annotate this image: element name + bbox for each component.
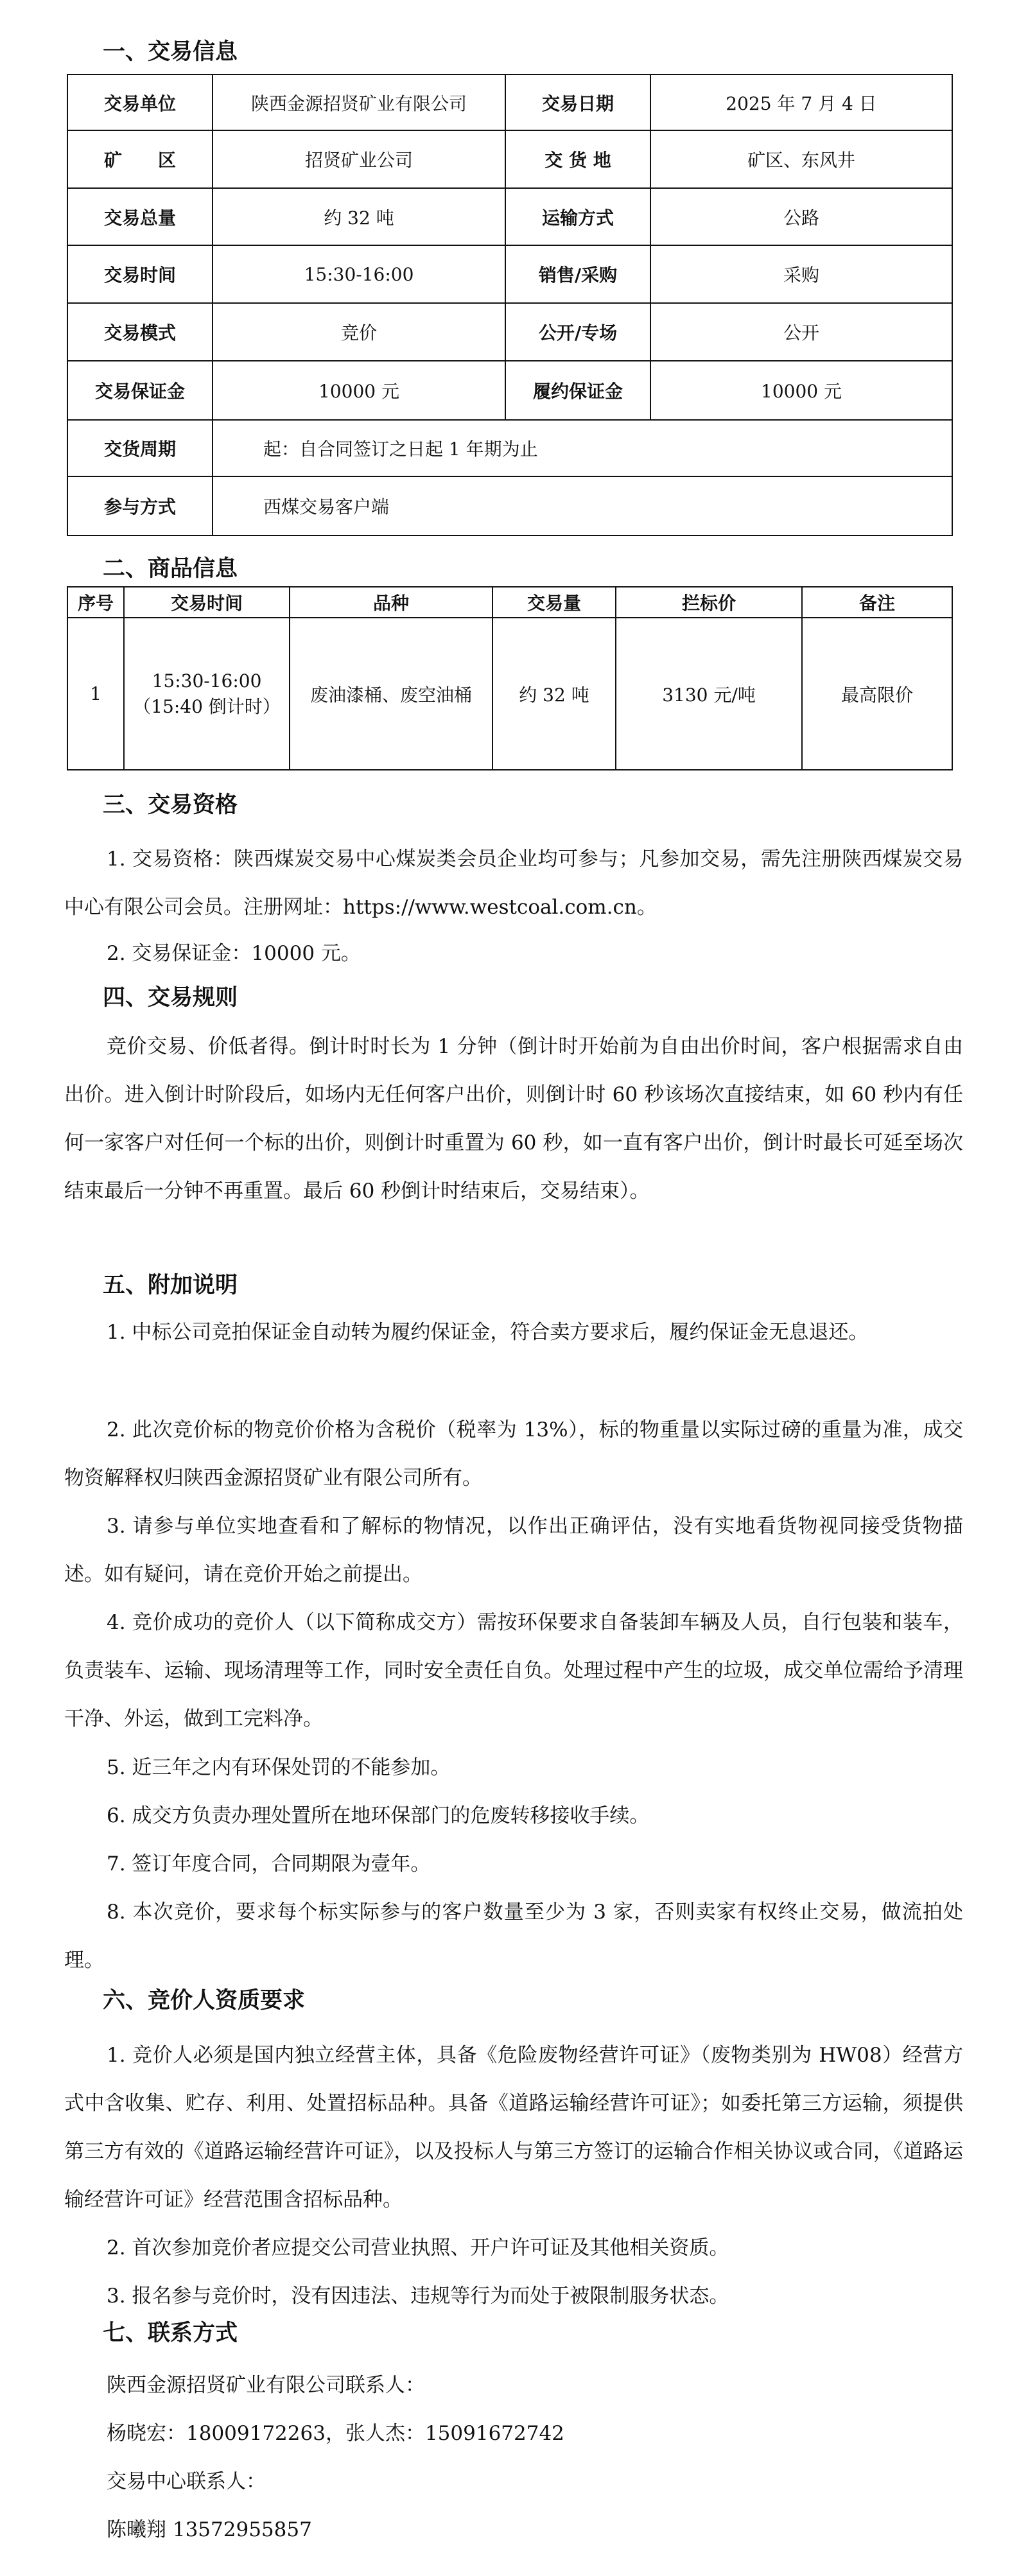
notes-paragraph-4: 4. 竞价成功的竞价人（以下简称成交方）需按环保要求自备装卸车辆及人员，自行包装和装车，负责装车、运输、现场清理等工作，同时安全责任自负。处理过程中产生的垃圾，成交单位需给予清理干净、外运，做到工完料净。 (64, 1611, 963, 1730)
cell-no: 1 (67, 618, 124, 770)
trade-info-table (67, 74, 953, 536)
section-title-qualification: 三、交易资格 (103, 792, 238, 818)
table-row (67, 303, 952, 361)
column-header: 交易量 (492, 587, 616, 618)
column-header: 序号 (67, 587, 124, 618)
info-value: 竞价 (213, 303, 505, 361)
info-label: 交易保证金 (67, 361, 213, 420)
info-label: 交易模式 (67, 303, 213, 361)
contact-line-1: 陕西金源招贤矿业有限公司联系人： (107, 2374, 425, 2397)
cell-time-countdown: （15:40 倒计时） (133, 695, 281, 717)
info-label: 交易总量 (67, 188, 213, 245)
info-label: 运输方式 (505, 188, 650, 245)
table-header-row (67, 587, 952, 618)
table-row (67, 130, 952, 188)
info-label: 矿 区 (67, 130, 213, 188)
info-label: 交易时间 (67, 245, 213, 303)
info-value: 公路 (650, 188, 952, 245)
column-header: 品种 (290, 587, 492, 618)
table-row (67, 361, 952, 420)
section-title-contact: 七、联系方式 (103, 2320, 238, 2346)
info-value: 2025 年 7 月 4 日 (650, 74, 952, 130)
contact-line-3: 交易中心联系人： (107, 2470, 266, 2493)
bidder-paragraph-3: 3. 报名参与竞价时，没有因违法、违规等行为而处于被限制服务状态。 (107, 2284, 729, 2308)
info-label: 销售/采购 (505, 245, 650, 303)
delivery-period-value: 起：自合同签订之日起 1 年期为止 (213, 420, 952, 476)
table-row (67, 74, 952, 130)
section-title-trade-info: 一、交易信息 (103, 39, 238, 65)
contact-line-4: 陈曦翔 13572955857 (107, 2518, 312, 2541)
cell-price: 3130 元/吨 (616, 618, 802, 770)
info-label: 交 货 地 (505, 130, 650, 188)
section-title-bidder-requirements: 六、竞价人资质要求 (103, 1988, 306, 2014)
notes-paragraph-6: 6. 成交方负责办理处置所在地环保部门的危废转移接收手续。 (107, 1804, 650, 1827)
table-row (67, 245, 952, 303)
notes-paragraph-7: 7. 签订年度合同，合同期限为壹年。 (107, 1852, 431, 1875)
info-value: 10000 元 (650, 361, 952, 420)
info-value: 约 32 吨 (213, 188, 505, 245)
info-label: 公开/专场 (505, 303, 650, 361)
section-title-notes: 五、附加说明 (103, 1273, 238, 1298)
table-row (67, 618, 952, 770)
column-header: 备注 (802, 587, 952, 618)
bidder-paragraph-2: 2. 首次参加竞价者应提交公司营业执照、开户许可证及其他相关资质。 (107, 2236, 729, 2259)
table-row (67, 188, 952, 245)
info-label: 参与方式 (67, 476, 213, 535)
cell-time-range: 15:30-16:00 (152, 670, 262, 692)
notes-paragraph-2: 2. 此次竞价标的物竞价价格为含税价（税率为 13%），标的物重量以实际过磅的重量为准，成交物资解释权归陕西金源招贤矿业有限公司所有。 (64, 1418, 963, 1490)
notes-paragraph-8: 8. 本次竞价，要求每个标实际参与的客户数量至少为 3 家，否则卖家有权终止交易，做流拍处理。 (64, 1901, 963, 1972)
info-value: 10000 元 (213, 361, 505, 420)
info-value: 招贤矿业公司 (213, 130, 505, 188)
cell-time (124, 618, 290, 770)
rules-paragraph: 竞价交易、价低者得。倒计时时长为 1 分钟（倒计时开始前为自由出价时间，客户根据需求自由出价。进入倒计时阶段后，如场内无任何客户出价，则倒计时 60 秒该场次直接结束，如 60 秒内有任何一家客户对任何一个标的出价，则倒计时重置为 60 秒，如一直有客户出价，倒计时最长可延至场次结束最后一分钟不再重置。最后 60 秒倒计时结束后，交易结束）。 (64, 1035, 963, 1203)
qualify-paragraph-1: 1. 交易资格：陕西煤炭交易中心煤炭类会员企业均可参与；凡参加交易，需先注册陕西煤炭交易中心有限公司会员。注册网址：https://www.westcoal.com.cn。 (64, 848, 963, 919)
participation-value: 西煤交易客户端 (213, 476, 952, 535)
info-value: 公开 (650, 303, 952, 361)
info-label: 交易单位 (67, 74, 213, 130)
column-header: 交易时间 (124, 587, 290, 618)
info-value: 15:30-16:00 (213, 245, 505, 303)
section-title-rules: 四、交易规则 (103, 985, 238, 1011)
info-label: 交货周期 (67, 420, 213, 476)
notes-paragraph-1: 1. 中标公司竞拍保证金自动转为履约保证金，符合卖方要求后，履约保证金无息退还。 (107, 1321, 869, 1344)
cell-qty: 约 32 吨 (492, 618, 616, 770)
qualify-paragraph-2: 2. 交易保证金：10000 元。 (107, 942, 361, 965)
cell-variety: 废油漆桶、废空油桶 (290, 618, 492, 770)
info-value: 采购 (650, 245, 952, 303)
section-title-goods-info: 二、商品信息 (103, 556, 238, 582)
column-header: 拦标价 (616, 587, 802, 618)
notes-paragraph-3: 3. 请参与单位实地查看和了解标的物情况，以作出正确评估，没有实地看货物视同接受货物描述。如有疑问，请在竞价开始之前提出。 (64, 1515, 963, 1586)
goods-table (67, 586, 953, 770)
bidder-paragraph-1: 1. 竞价人必须是国内独立经营主体，具备《危险废物经营许可证》（废物类别为 HW08）经营方式中含收集、贮存、利用、处置招标品种。具备《道路运输经营许可证》；如委托第三方运输，须提供第三方有效的《道路运输经营许可证》，以及投标人与第三方签订的运输合作相关协议或合同，《道路运输经营许可证》经营范围含招标品种。 (64, 2044, 963, 2211)
info-value: 矿区、东风井 (650, 130, 952, 188)
cell-note: 最高限价 (802, 618, 952, 770)
table-row (67, 476, 952, 535)
table-row (67, 420, 952, 476)
info-label: 交易日期 (505, 74, 650, 130)
info-label: 履约保证金 (505, 361, 650, 420)
info-value: 陕西金源招贤矿业有限公司 (213, 74, 505, 130)
contact-line-2: 杨晓宏：18009172263，张人杰：15091672742 (107, 2422, 564, 2445)
notes-paragraph-5: 5. 近三年之内有环保处罚的不能参加。 (107, 1756, 451, 1779)
